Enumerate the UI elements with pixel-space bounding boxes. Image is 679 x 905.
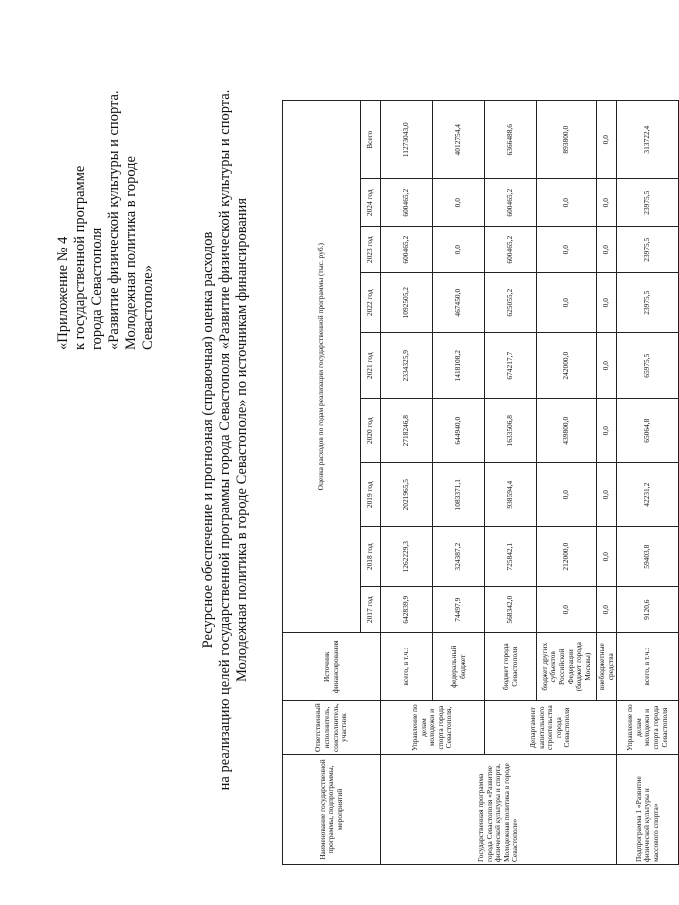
program-executor-2: Департамент капитального строительства города Севастополя: [528, 705, 572, 750]
source-cell: всего, в т.ч.:: [617, 633, 679, 701]
value-cell: 242000,0: [537, 333, 597, 399]
value-cell: 23975,5: [617, 179, 679, 227]
source-cell: всего, в т.ч.:: [381, 633, 433, 701]
table-row: [617, 101, 679, 865]
appendix-line: Севастополе»: [140, 265, 156, 350]
value-cell: 1083371,1: [433, 463, 485, 527]
value-cell: 0,0: [433, 179, 485, 227]
source-cell: внебюджетные средства: [597, 633, 617, 701]
total-cell: 0,0: [597, 101, 617, 179]
value-cell: 1092505,2: [381, 273, 433, 333]
value-cell: 467450,0: [433, 273, 485, 333]
value-cell: 1262229,3: [381, 527, 433, 587]
value-cell: 0,0: [597, 463, 617, 527]
value-cell: 0,0: [597, 273, 617, 333]
value-cell: 600465,2: [485, 227, 537, 273]
total-cell: 313722,4: [617, 101, 679, 179]
value-cell: 0,0: [597, 227, 617, 273]
table-row: [485, 101, 537, 865]
value-cell: 725842,1: [485, 527, 537, 587]
header-estimate: Оценка расходов по годам реализации государственной программы (тыс. руб.): [283, 101, 361, 633]
total-cell: 893800,0: [537, 101, 597, 179]
value-cell: 0,0: [537, 463, 597, 527]
value-cell: 1633506,8: [485, 399, 537, 463]
value-cell: 674217,7: [485, 333, 537, 399]
appendix-line: «Приложение № 4: [55, 236, 71, 350]
heading-line: Ресурсное обеспечение и прогнозная (справочная) оценка расходов: [200, 231, 216, 649]
program-executor-cell-2: [485, 701, 617, 755]
value-cell: 0,0: [537, 587, 597, 633]
value-cell: 0,0: [537, 179, 597, 227]
document-heading: [200, 25, 251, 855]
value-cell: 324387,2: [433, 527, 485, 587]
value-cell: 2021965,5: [381, 463, 433, 527]
table-row: [381, 101, 433, 865]
value-cell: 0,0: [597, 527, 617, 587]
value-cell: 0,0: [597, 333, 617, 399]
source-cell: бюджет города Севастополя: [485, 633, 537, 701]
value-cell: 938594,4: [485, 463, 537, 527]
value-cell: 0,0: [537, 273, 597, 333]
header-year: 2021 год: [361, 333, 381, 399]
appendix-line: города Севастополя: [89, 227, 105, 350]
value-cell: 74497,9: [433, 587, 485, 633]
value-cell: 0,0: [597, 179, 617, 227]
program-executor-cell-1: [381, 701, 485, 755]
value-cell: 1418108,2: [433, 333, 485, 399]
value-cell: 42231,2: [617, 463, 679, 527]
appendix-line: «Развитие физической культуры и спорта.: [106, 90, 122, 350]
header-year: 2018 год: [361, 527, 381, 587]
value-cell: 9120,6: [617, 587, 679, 633]
header-year: 2022 год: [361, 273, 381, 333]
header-name: Наименование государственной программы, подпрограммы, мероприятий: [283, 755, 381, 865]
header-year: 2017 год: [361, 587, 381, 633]
value-cell: 439800,0: [537, 399, 597, 463]
value-cell: 625055,2: [485, 273, 537, 333]
value-cell: 59403,8: [617, 527, 679, 587]
program-executor-1: Управление по делам молодежи и спорта города Севастополя,: [410, 704, 454, 751]
value-cell: 23975,5: [617, 273, 679, 333]
value-cell: 0,0: [597, 399, 617, 463]
header-source: Источник финансирования: [283, 633, 381, 701]
value-cell: 0,0: [597, 587, 617, 633]
source-cell: бюджет других субъектов Российской Федерации (бюджет города Москвы): [537, 633, 597, 701]
value-cell: 2334325,9: [381, 333, 433, 399]
value-cell: 642839,9: [381, 587, 433, 633]
value-cell: 2718246,8: [381, 399, 433, 463]
header-year: 2019 год: [361, 463, 381, 527]
heading-line: на реализацию целей государственной программы города Севастополя «Развитие физической культуры и спорта.: [217, 89, 233, 791]
header-executor: Ответственный исполнитель, соисполнитель, участник: [283, 701, 381, 755]
value-cell: 65064,8: [617, 399, 679, 463]
program-name-cell: [381, 755, 617, 865]
total-cell: 4012754,4: [433, 101, 485, 179]
value-cell: 568342,0: [485, 587, 537, 633]
header-total: Всего: [361, 101, 381, 179]
total-cell: 11273043,0: [381, 101, 433, 179]
value-cell: 600465,2: [381, 227, 433, 273]
program-name: Государственная программа города Севастополя «Развитие физической культуры и спорта. Молодежная политика в городе Севастополе»: [476, 763, 520, 862]
appendix-line: Молодежная политика в городе: [123, 156, 139, 350]
appendix-note: [55, 50, 157, 350]
value-cell: 65975,5: [617, 333, 679, 399]
value-cell: 212000,0: [537, 527, 597, 587]
value-cell: 23975,5: [617, 227, 679, 273]
header-year: 2024 год: [361, 179, 381, 227]
subprogram-name: Подпрограмма 1 «Развитие физической культуры и массового спорта»: [617, 755, 679, 865]
value-cell: 600465,2: [381, 179, 433, 227]
value-cell: 0,0: [433, 227, 485, 273]
subprogram-executor: Управление по делам молодежи и спорта города Севастополя: [617, 701, 679, 755]
funding-table: [282, 100, 679, 865]
heading-line: Молодежная политика в городе Севастополе» по источникам финансирования: [234, 198, 250, 682]
source-cell: федеральный бюджет: [433, 633, 485, 701]
header-year: 2023 год: [361, 227, 381, 273]
appendix-line: к государственной программе: [72, 165, 88, 350]
value-cell: 600465,2: [485, 179, 537, 227]
total-cell: 6366488,6: [485, 101, 537, 179]
header-year: 2020 год: [361, 399, 381, 463]
value-cell: 644940,0: [433, 399, 485, 463]
value-cell: 0,0: [537, 227, 597, 273]
